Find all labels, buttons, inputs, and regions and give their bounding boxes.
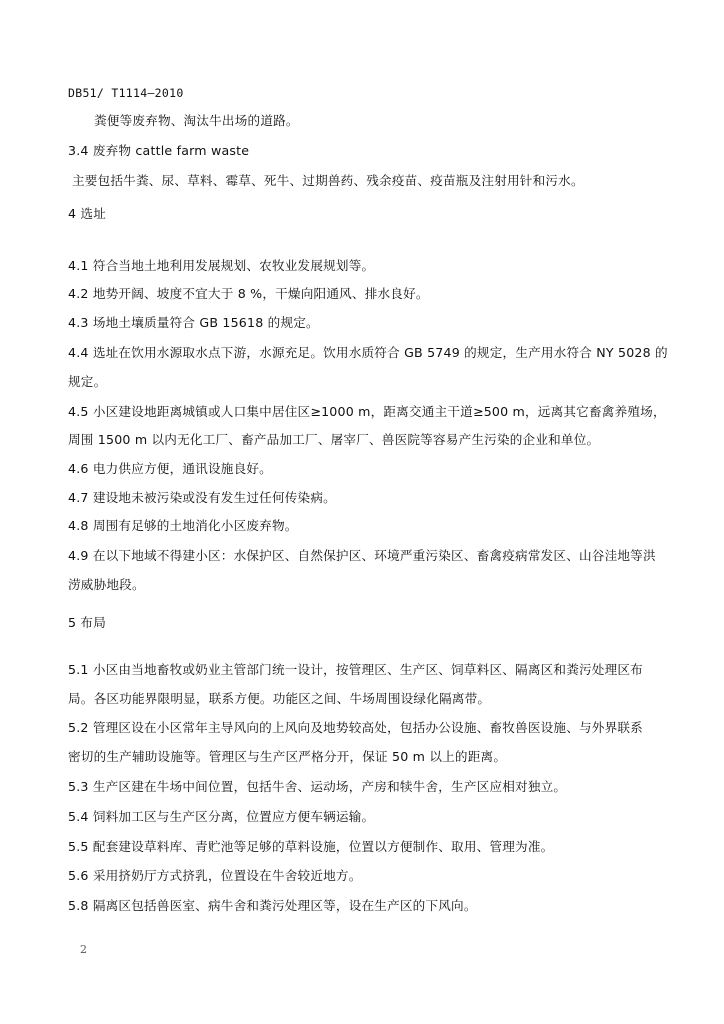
clause-4-2: 4.2 地势开阔、坡度不宜大于 8 %，干燥向阳通风、排水良好。: [68, 286, 429, 301]
clause-4-9: 4.9 在以下地域不得建小区：水保护区、自然保护区、环境严重污染区、畜禽疫病常发区、山谷洼地等洪: [68, 548, 656, 563]
clause-4-3: 4.3 场地土壤质量符合 GB 15618 的规定。: [68, 315, 319, 330]
paragraph-line: 粪便等废弃物、淘汰牛出场的道路。: [94, 113, 299, 128]
page-number: 2: [80, 943, 87, 956]
clause-4-8: 4.8 周围有足够的土地消化小区废弃物。: [68, 518, 298, 533]
clause-5-2: 5.2 管理区设在小区常年主导风向的上风向及地势较高处，包括办公设施、畜牧兽医设施、与外界联系: [68, 720, 643, 735]
clause-4-7: 4.7 建设地未被污染或没有发生过任何传染病。: [68, 490, 336, 505]
clause-5-1: 5.1 小区由当地畜牧或奶业主管部门统一设计，按管理区、生产区、饲草料区、隔离区和粪污处理区布: [68, 662, 643, 677]
section-heading-4: 4 选址: [68, 206, 107, 221]
clause-4-5: 4.5 小区建设地距离城镇或人口集中居住区≥1000 m，距离交通主干道≥500 m，远离其它畜禽养殖场，: [68, 404, 666, 419]
clause-4-6: 4.6 电力供应方便，通讯设施良好。: [68, 461, 272, 476]
clause-5-2-continued: 密切的生产辅助设施等。管理区与生产区严格分开，保证 50 m 以上的距离。: [68, 749, 507, 764]
clause-4-1: 4.1 符合当地土地利用发展规划、农牧业发展规划等。: [68, 258, 375, 273]
standard-code-header: DB51/ T1114—2010: [68, 86, 184, 100]
clause-5-8: 5.8 隔离区包括兽医室、病牛舍和粪污处理区等，设在生产区的下风向。: [68, 898, 477, 913]
clause-4-4-continued: 规定。: [68, 374, 107, 389]
clause-4-4: 4.4 选址在饮用水源取水点下游，水源充足。饮用水质符合 GB 5749 的规定，生产用水符合 NY 5028 的: [68, 345, 668, 360]
clause-4-9-continued: 涝威胁地段。: [68, 577, 145, 592]
clause-5-1-continued: 局。各区功能界限明显，联系方便。功能区之间、牛场周围设绿化隔离带。: [68, 691, 491, 706]
clause-5-3: 5.3 生产区建在牛场中间位置，包括牛舍、运动场，产房和犊牛舍，生产区应相对独立。: [68, 779, 567, 794]
clause-5-5: 5.5 配套建设草料库、青贮池等足够的草料设施，位置以方便制作、取用、管理为准。: [68, 839, 554, 854]
clause-5-6: 5.6 采用挤奶厅方式挤乳，位置设在牛舍较近地方。: [68, 868, 362, 883]
paragraph-line: 主要包括牛粪、尿、草料、霉草、死牛、过期兽药、残余疫苗、疫苗瓶及注射用针和污水。: [72, 173, 584, 188]
section-heading-5: 5 布局: [68, 615, 107, 630]
clause-5-4: 5.4 饲料加工区与生产区分离，位置应方便车辆运输。: [68, 809, 375, 824]
section-heading-3-4: 3.4 废弃物 cattle farm waste: [68, 143, 250, 158]
clause-4-5-continued: 周围 1500 m 以内无化工厂、畜产品加工厂、屠宰厂、兽医院等容易产生污染的企业和单位。: [68, 432, 600, 447]
